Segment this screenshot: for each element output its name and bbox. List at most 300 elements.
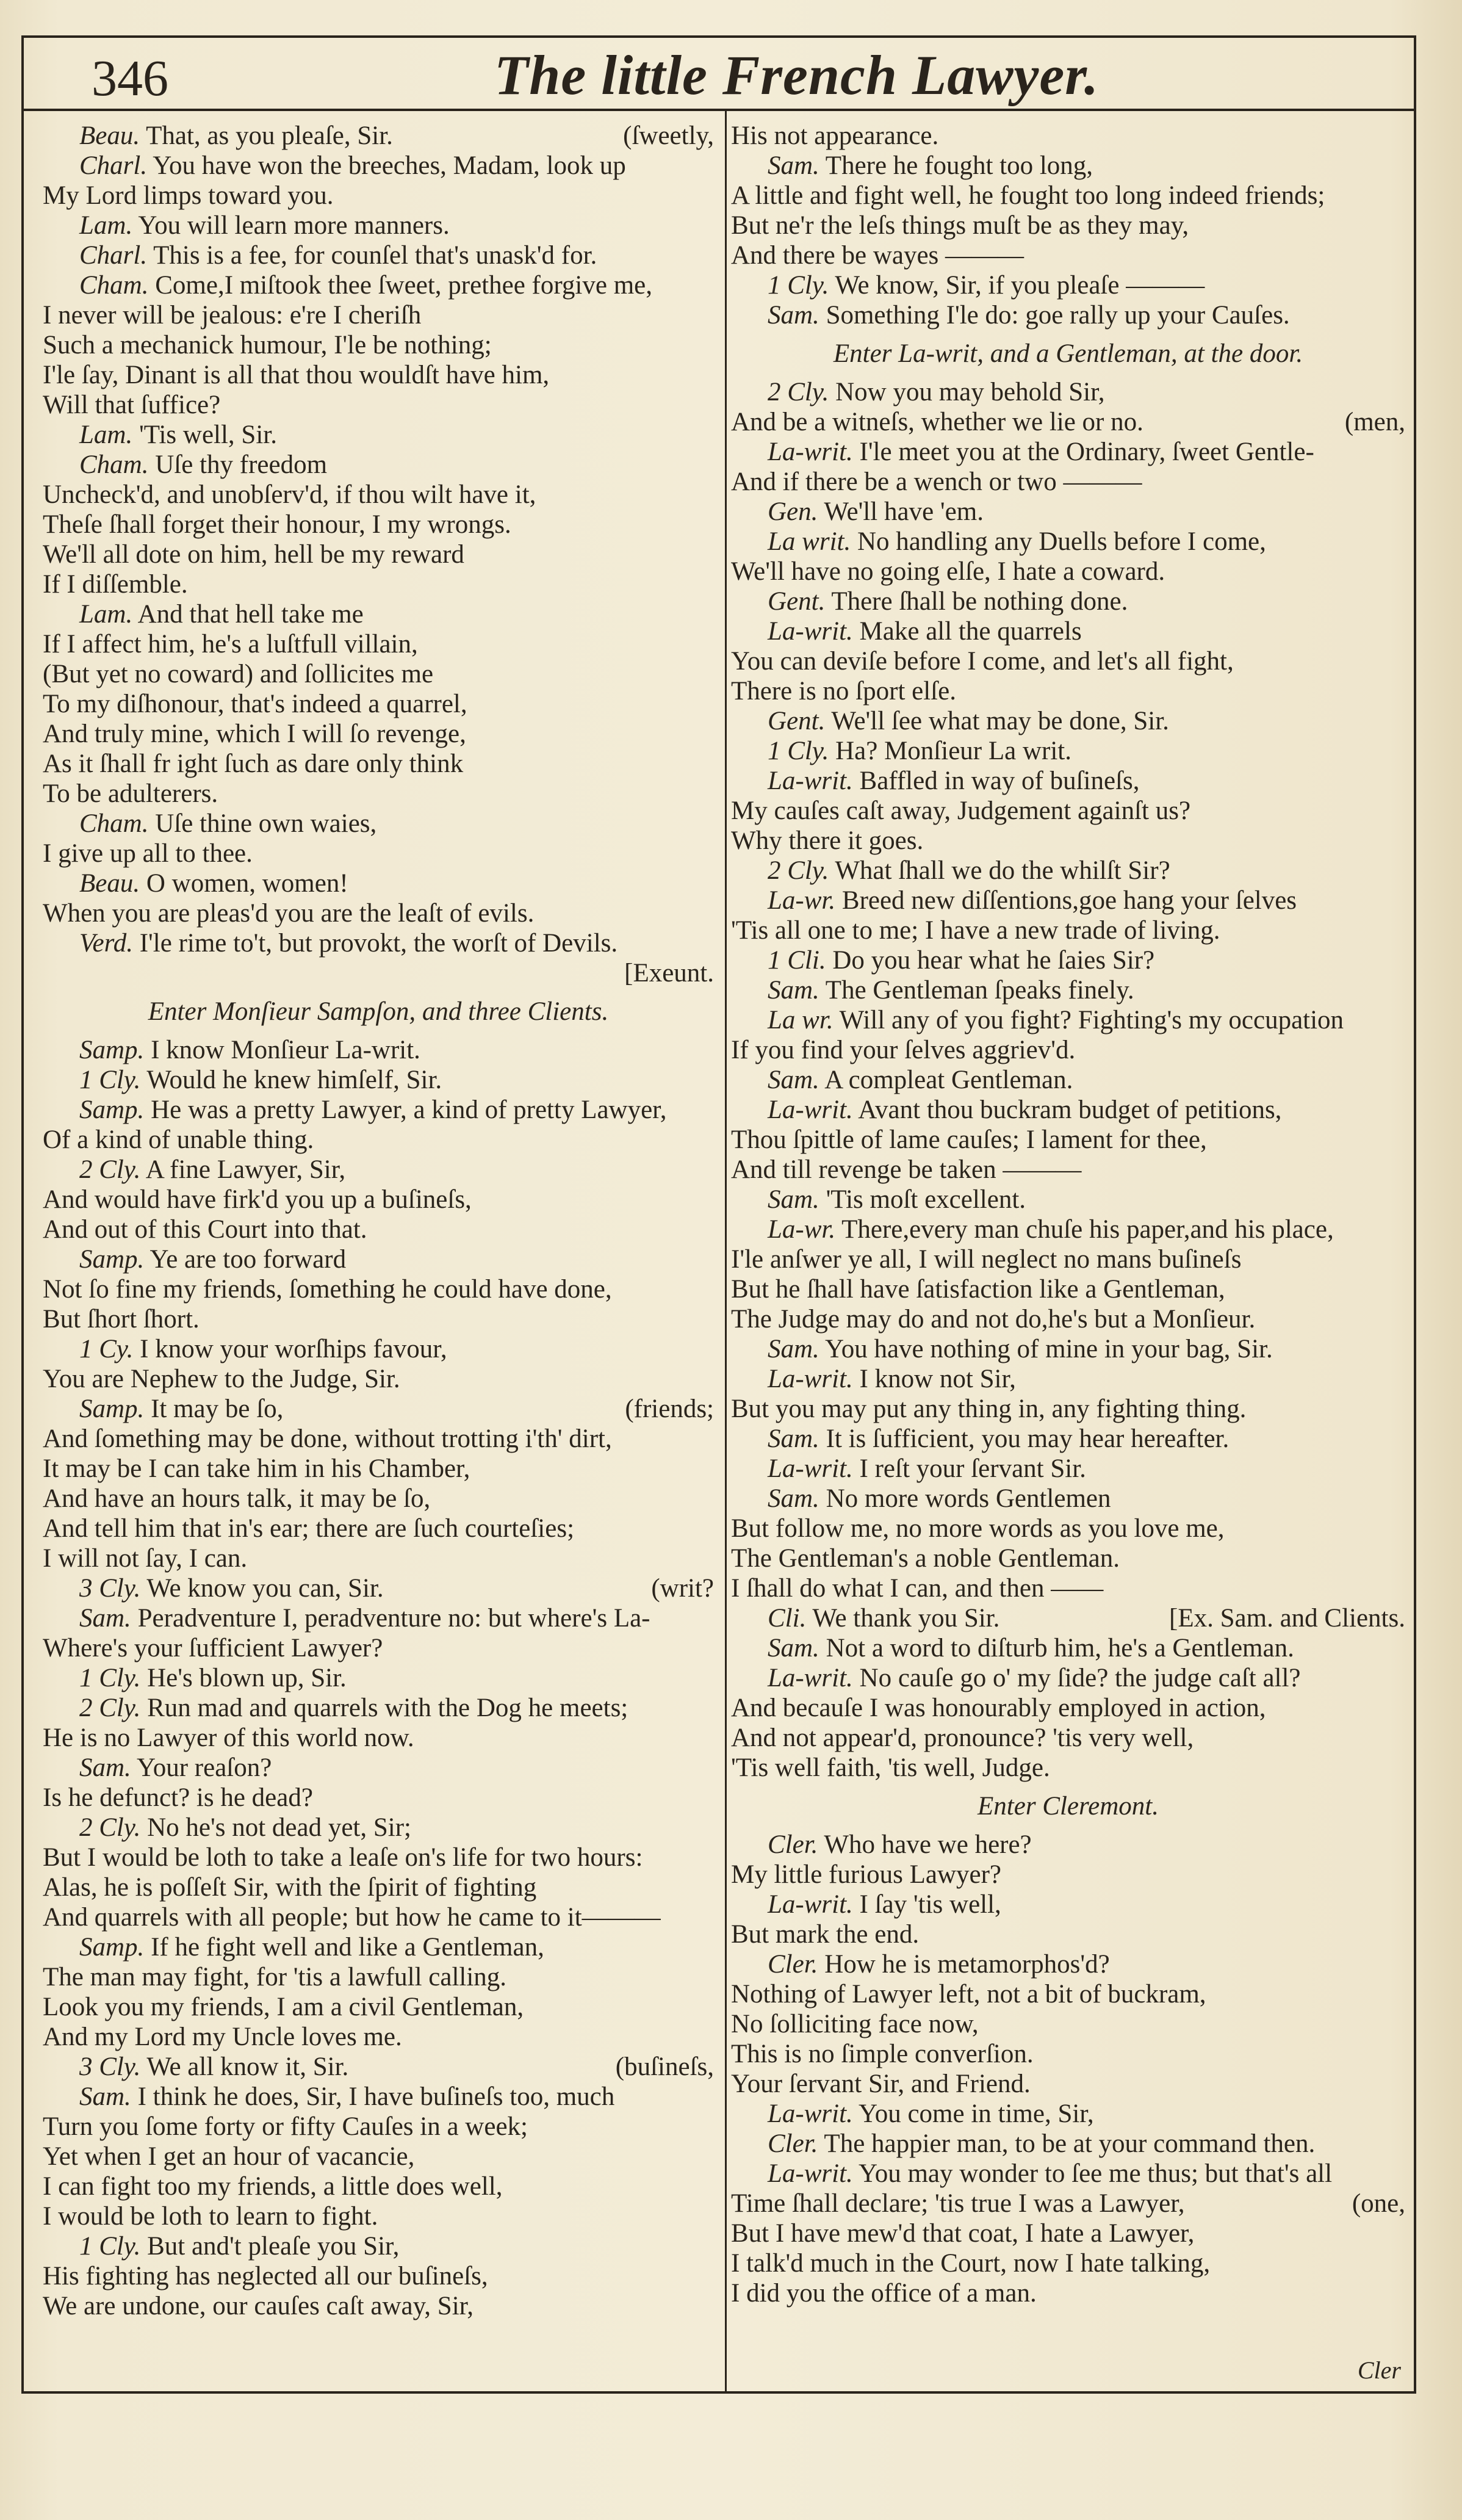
- line-text: And ſomething may be done, without trotting i'th' dirt,: [43, 1424, 612, 1453]
- speech-line: [43, 420, 714, 450]
- verse-line: [731, 1125, 1405, 1155]
- verse-line: [43, 1364, 714, 1394]
- line-text: O women, women!: [146, 869, 348, 898]
- verse-line: [731, 826, 1405, 856]
- speech-line: [43, 240, 714, 270]
- line-text: Come,I miſtook thee ſweet, prethee forgive me,: [155, 271, 652, 300]
- line-text: There he fought too long,: [825, 151, 1093, 180]
- verse-line: [43, 1514, 714, 1543]
- line-text: And truly mine, which I will ſo revenge,: [43, 720, 466, 748]
- verse-line: [731, 1155, 1405, 1185]
- verse-line: [731, 240, 1405, 270]
- line-text: He's blown up, Sir.: [147, 1664, 347, 1692]
- line-text: And till revenge be taken ———: [731, 1155, 1082, 1184]
- header-rule: [21, 109, 1416, 111]
- line-text: He was a pretty Lawyer, a kind of pretty Lawyer,: [151, 1096, 667, 1124]
- verse-line: [731, 2248, 1405, 2278]
- verse-line: [43, 2261, 714, 2291]
- speaker-name: La-writ.: [768, 1365, 853, 1393]
- line-text: No he's not dead yet, Sir;: [147, 1813, 411, 1842]
- line-text: I'le rime to't, but provokt, the worſt of Devils.: [139, 929, 618, 958]
- speaker-name: Lam.: [79, 421, 133, 449]
- line-turnover: (friends;: [625, 1395, 714, 1423]
- speaker-name: Samp.: [79, 1036, 145, 1064]
- line-text: The Judge may do and not do,he's but a Monſieur.: [731, 1305, 1256, 1334]
- speech-line: [43, 1095, 714, 1125]
- speech-line: [731, 270, 1405, 300]
- speaker-name: Samp.: [79, 1933, 145, 1962]
- line-text: And if there be a wench or two ———: [731, 468, 1142, 496]
- verse-line: [731, 557, 1405, 587]
- speech-line: [731, 1484, 1405, 1514]
- verse-line: [43, 839, 714, 868]
- speaker-name: La-writ.: [768, 617, 853, 646]
- speech-line: [731, 706, 1405, 736]
- verse-line: [43, 1304, 714, 1334]
- line-text: There,every man chuſe his paper,and his place,: [841, 1215, 1334, 1244]
- speaker-name: 1 Cly.: [79, 1664, 141, 1692]
- line-text: I would be loth to learn to fight.: [43, 2202, 378, 2231]
- line-text: Time ſhall declare; 'tis true I was a Lawyer,: [731, 2189, 1185, 2218]
- speech-line: [43, 1573, 714, 1603]
- line-text: His fighting has neglected all our buſineſs,: [43, 2262, 488, 2291]
- verse-line: [731, 467, 1405, 497]
- line-text: 'Tis well, Sir.: [139, 421, 277, 449]
- verse-line: [731, 2069, 1405, 2099]
- verse-line: [43, 1185, 714, 1215]
- line-text: We all know it, Sir.: [146, 2052, 349, 2081]
- speaker-name: La-writ.: [768, 767, 853, 795]
- speech-line: [731, 2099, 1405, 2129]
- verse-line: [731, 2219, 1405, 2248]
- speech-line: [731, 1633, 1405, 1663]
- verse-line: [731, 121, 1405, 151]
- verse-line: [731, 676, 1405, 706]
- line-text: But you may put any thing in, any fighting thing.: [731, 1395, 1247, 1423]
- speech-line: [731, 736, 1405, 766]
- verse-line: [731, 1394, 1405, 1424]
- line-text: No cauſe go o' my ſide? the judge caſt all?: [859, 1664, 1301, 1692]
- speech-line: [43, 1813, 714, 1843]
- verse-line: [731, 407, 1405, 437]
- speech-line: [731, 975, 1405, 1005]
- line-text: We thank you Sir.: [812, 1604, 1000, 1633]
- line-text: If you find your ſelves aggriev'd.: [731, 1036, 1076, 1064]
- speech-line: [731, 497, 1405, 527]
- speaker-name: Sam.: [768, 301, 819, 330]
- line-text: I know your worſhips favour,: [140, 1335, 447, 1363]
- line-text: There is no ſport elſe.: [731, 677, 956, 706]
- line-text: And that hell take me: [137, 600, 364, 629]
- line-turnover: (buſineſs,: [615, 2052, 714, 2081]
- verse-line: [43, 719, 714, 749]
- verse-line: [731, 1753, 1405, 1783]
- verse-line: [43, 540, 714, 569]
- speech-line: [43, 1693, 714, 1723]
- right-text-column: [731, 121, 1405, 2308]
- speech-line: [43, 270, 714, 300]
- speaker-name: La-wr.: [768, 1215, 836, 1244]
- verse-line: [43, 300, 714, 330]
- line-text: No more words Gentlemen: [826, 1484, 1111, 1513]
- speaker-name: La-writ.: [768, 1454, 853, 1483]
- speaker-name: La-writ.: [768, 1664, 853, 1692]
- line-text: You come in time, Sir,: [858, 2099, 1094, 2128]
- line-text: A little and fight well, he fought too long indeed friends;: [731, 181, 1325, 210]
- line-turnover: (men,: [1344, 408, 1405, 436]
- line-text: But I have mew'd that coat, I hate a Lawyer,: [731, 2219, 1195, 2248]
- verse-line: [43, 1274, 714, 1304]
- line-text: A compleat Gentleman.: [824, 1066, 1073, 1094]
- line-text: It is ſufficient, you may hear hereafter.: [826, 1424, 1230, 1453]
- left-text-column: [43, 121, 714, 2321]
- verse-line: [43, 1723, 714, 1753]
- speaker-name: Samp.: [79, 1245, 145, 1274]
- line-text: Your reaſon?: [136, 1753, 272, 1782]
- line-text: Why there it goes.: [731, 826, 924, 855]
- line-text: And my Lord my Uncle loves me.: [43, 2023, 402, 2051]
- line-turnover: (writ?: [651, 1574, 714, 1603]
- speaker-name: 1 Cy.: [79, 1335, 134, 1363]
- speech-line: [731, 527, 1405, 557]
- speech-line: [43, 1394, 714, 1424]
- line-text: I'le meet you at the Ordinary, ſweet Gentle-: [859, 438, 1314, 466]
- speech-line: [43, 1663, 714, 1693]
- verse-line: [731, 1304, 1405, 1334]
- speech-line: [43, 1035, 714, 1065]
- line-text: I never will be jealous: e're I cheriſh: [43, 301, 422, 330]
- speech-line: [731, 377, 1405, 407]
- line-text: Alas, he is poſſeſt Sir, with the ſpirit of fighting: [43, 1873, 537, 1902]
- line-text: When you are pleas'd you are the leaſt of evils.: [43, 899, 535, 928]
- line-text: And have an hours talk, it may be ſo,: [43, 1484, 431, 1513]
- speaker-name: 2 Cly.: [79, 1155, 141, 1184]
- line-text: We'll all dote on him, hell be my reward: [43, 540, 464, 569]
- line-text: 'Tis all one to me; I have a new trade of living.: [731, 916, 1220, 945]
- line-text: Who have we here?: [824, 1830, 1032, 1859]
- line-text: If I diſſemble.: [43, 570, 188, 599]
- verse-line: [731, 915, 1405, 945]
- line-text: I can fight too my friends, a little does well,: [43, 2172, 503, 2201]
- verse-line: [43, 749, 714, 779]
- verse-line: [43, 779, 714, 809]
- speech-line: [43, 211, 714, 240]
- line-text: Thou ſpittle of lame cauſes; I lament for thee,: [731, 1125, 1207, 1154]
- verse-line: [731, 1860, 1405, 1890]
- verse-line: [731, 1979, 1405, 2009]
- line-text: That, as you pleaſe, Sir.: [146, 121, 393, 150]
- line-text: Not a word to diſturb him, he's a Gentleman.: [826, 1634, 1294, 1663]
- line-text: If I affect him, he's a luſtfull villain,: [43, 630, 418, 659]
- line-text: I give up all to thee.: [43, 839, 253, 868]
- speaker-name: Sam.: [768, 151, 819, 180]
- line-text: I think he does, Sir, I have buſineſs too, much: [137, 2082, 615, 2111]
- line-text: Would he knew himſelf, Sir.: [146, 1066, 442, 1094]
- line-text: I reſt your ſervant Sir.: [859, 1454, 1086, 1483]
- verse-line: [43, 629, 714, 659]
- line-text: Avant thou buckram budget of petitions,: [858, 1096, 1282, 1124]
- speech-line: [731, 856, 1405, 886]
- verse-line: [43, 1962, 714, 1992]
- speaker-name: La-writ.: [768, 1890, 853, 1919]
- line-text: But mark the end.: [731, 1920, 920, 1949]
- speaker-name: Cham.: [79, 809, 149, 838]
- line-text: Theſe ſhall forget their honour, I my wrongs.: [43, 510, 511, 539]
- line-text: We know you can, Sir.: [146, 1574, 384, 1603]
- line-text: But ſhort ſhort.: [43, 1305, 200, 1334]
- running-title: The little French Lawyer.: [494, 44, 1099, 106]
- speech-line: [43, 599, 714, 629]
- line-text: Run mad and quarrels with the Dog he meets;: [147, 1694, 628, 1722]
- verse-line: [731, 1543, 1405, 1573]
- line-text: And tell him that in's ear; there are ſuch courteſies;: [43, 1514, 575, 1543]
- line-text: He is no Lawyer of this world now.: [43, 1724, 414, 1752]
- speech-line: [731, 1364, 1405, 1394]
- stage-direction: Enter Monſieur Sampſon, and three Clients.: [148, 997, 609, 1026]
- speaker-name: Cler.: [768, 2129, 818, 2158]
- speech-line: [43, 121, 714, 151]
- line-text: And there be wayes ———: [731, 241, 1024, 270]
- line-text: I ſay 'tis well,: [859, 1890, 1001, 1919]
- speech-line: [731, 1949, 1405, 1979]
- page-number: 346: [92, 50, 168, 107]
- line-text: I talk'd much in the Court, now I hate talking,: [731, 2249, 1211, 2278]
- line-text: No handling any Duells before I come,: [857, 527, 1266, 556]
- speech-line: [731, 616, 1405, 646]
- speech-line: [43, 1603, 714, 1633]
- verse-line: [731, 1919, 1405, 1949]
- line-text: As it ſhall fr ight ſuch as dare only think: [43, 749, 464, 778]
- speech-line: [43, 1753, 714, 1783]
- speech-line: [731, 300, 1405, 330]
- line-text: Make all the quarrels: [859, 617, 1082, 646]
- speaker-name: Sam.: [768, 1484, 819, 1513]
- speaker-name: 3 Cly.: [79, 2052, 141, 2081]
- speaker-name: Gent.: [768, 707, 826, 735]
- speaker-name: Charl.: [79, 241, 148, 270]
- verse-line: [731, 646, 1405, 676]
- speaker-name: 2 Cly.: [79, 1813, 141, 1842]
- verse-line: [731, 1573, 1405, 1603]
- verse-line: [731, 796, 1405, 826]
- verse-line: [43, 689, 714, 719]
- line-text: I did you the office of a man.: [731, 2279, 1037, 2308]
- speaker-name: Sam.: [768, 1634, 819, 1663]
- line-text: You may wonder to ſee me thus; but that's all: [858, 2159, 1333, 2188]
- speech-line: [731, 151, 1405, 181]
- line-text: Something I'le do: goe rally up your Cauſes.: [826, 301, 1290, 330]
- speaker-name: Sam.: [768, 1185, 819, 1214]
- line-text: Breed new diſſentions,goe hang your ſelves: [841, 886, 1297, 915]
- speech-line: [43, 151, 714, 181]
- speaker-name: Sam.: [79, 1753, 131, 1782]
- speech-line: [731, 766, 1405, 796]
- speech-line: [731, 1890, 1405, 1919]
- speech-line: [43, 1155, 714, 1185]
- speaker-name: Charl.: [79, 151, 148, 180]
- verse-line: [43, 659, 714, 689]
- verse-line: [731, 181, 1405, 211]
- verse-line: [731, 1244, 1405, 1274]
- verse-line: [731, 1035, 1405, 1065]
- verse-line: [43, 2112, 714, 2142]
- line-text: There ſhall be nothing done.: [831, 587, 1128, 616]
- line-text: We'll ſee what may be done, Sir.: [831, 707, 1169, 735]
- verse-line: [43, 181, 714, 211]
- line-text: And out of this Court into that.: [43, 1215, 367, 1244]
- speech-line: [731, 587, 1405, 616]
- verse-line: [731, 1274, 1405, 1304]
- verse-line: [43, 1633, 714, 1663]
- speaker-name: Sam.: [768, 1335, 819, 1363]
- line-text: You are Nephew to the Judge, Sir.: [43, 1365, 400, 1393]
- verse-line: [43, 1543, 714, 1573]
- speaker-name: La-writ.: [768, 1096, 853, 1124]
- line-text: You have nothing of mine in your bag, Sir.: [824, 1335, 1273, 1363]
- speaker-name: Samp.: [79, 1395, 145, 1423]
- line-text: 'Tis moſt excellent.: [826, 1185, 1026, 1214]
- line-text: We are undone, our cauſes caſt away, Sir,: [43, 2292, 474, 2320]
- verse-line: [43, 480, 714, 510]
- line-turnover: [Exeunt.: [624, 959, 714, 987]
- verse-line: [731, 1693, 1405, 1723]
- line-text: I'le anſwer ye all, I will neglect no mans buſineſs: [731, 1245, 1242, 1274]
- speaker-name: 1 Cly.: [79, 2232, 141, 2261]
- line-text: Ye are too forward: [149, 1245, 347, 1274]
- speaker-name: 1 Cli.: [768, 946, 826, 975]
- speaker-name: Cham.: [79, 450, 149, 479]
- line-text: My cauſes caſt away, Judgement againſt us?: [731, 796, 1191, 825]
- verse-line: [731, 1514, 1405, 1543]
- line-text: Baffled in way of buſineſs,: [859, 767, 1140, 795]
- line-text: You have won the breeches, Madam, look up: [153, 151, 626, 180]
- speech-line: [731, 2129, 1405, 2159]
- line-text: This is a fee, for counſel that's unask'd for.: [153, 241, 597, 270]
- speaker-name: Gen.: [768, 497, 818, 526]
- line-text: Ha? Monſieur La writ.: [835, 737, 1071, 765]
- speaker-name: Sam.: [79, 1604, 131, 1633]
- verse-line: [43, 2201, 714, 2231]
- verse-line: [43, 390, 714, 420]
- line-text: But ne'r the leſs things muſt be as they may,: [731, 211, 1189, 240]
- verse-line: [43, 1125, 714, 1155]
- speaker-name: Verd.: [79, 929, 133, 958]
- left-border-rule: [21, 35, 24, 2391]
- speech-line: [731, 1663, 1405, 1693]
- speech-line: [731, 1603, 1405, 1633]
- verse-line: [43, 510, 714, 540]
- speaker-name: Beau.: [79, 869, 140, 898]
- line-text: Uncheck'd, and unobſerv'd, if thou wilt have it,: [43, 480, 536, 509]
- verse-line: [731, 2009, 1405, 2039]
- verse-line: [43, 1454, 714, 1484]
- verse-line: [43, 1872, 714, 1902]
- speaker-name: Sam.: [768, 1066, 819, 1094]
- speech-line: [43, 2052, 714, 2082]
- speech-line: [731, 1185, 1405, 1215]
- line-text: I will not ſay, I can.: [43, 1544, 248, 1573]
- line-text: To be adulterers.: [43, 779, 218, 808]
- line-text: Uſe thine own waies,: [155, 809, 377, 838]
- speaker-name: 3 Cly.: [79, 1574, 141, 1603]
- verse-line: [43, 2172, 714, 2201]
- speaker-name: Cler.: [768, 1950, 818, 1979]
- verse-line: [731, 2278, 1405, 2308]
- line-text: And becauſe I was honourably employed in action,: [731, 1694, 1266, 1722]
- verse-line: [731, 2039, 1405, 2069]
- speech-line: [731, 1095, 1405, 1125]
- speech-line: [731, 2159, 1405, 2189]
- line-text: You can deviſe before I come, and let's all fight,: [731, 647, 1234, 676]
- speech-line: [731, 1830, 1405, 1860]
- speech-line: [43, 1065, 714, 1095]
- verse-line: [731, 211, 1405, 240]
- line-text: You will learn more manners.: [138, 211, 450, 240]
- verse-line: [43, 1902, 714, 1932]
- line-text: I ſhall do what I can, and then ——: [731, 1574, 1104, 1603]
- speaker-name: Beau.: [79, 121, 140, 150]
- line-text: The man may fight, for 'tis a lawfull calling.: [43, 1963, 507, 1991]
- speaker-name: Lam.: [79, 211, 133, 240]
- column-divider: [725, 110, 727, 2391]
- line-text: Your ſervant Sir, and Friend.: [731, 2070, 1031, 2098]
- verse-line: [43, 360, 714, 390]
- speech-line: [43, 868, 714, 898]
- verse-line: [43, 1783, 714, 1813]
- line-text: How he is metamorphos'd?: [824, 1950, 1110, 1979]
- top-border-rule: [21, 35, 1416, 38]
- line-text: And be a witneſs, whether we lie or no.: [731, 408, 1143, 436]
- speech-line: [43, 809, 714, 839]
- line-text: Peradventure I, peradventure no: but where's La-: [137, 1604, 650, 1633]
- speaker-name: Sam.: [79, 2082, 131, 2111]
- speech-line: [731, 1065, 1405, 1095]
- speaker-name: 2 Cly.: [79, 1694, 141, 1722]
- speaker-name: Cler.: [768, 1830, 818, 1859]
- speaker-name: 1 Cly.: [768, 737, 829, 765]
- line-text: Will any of you fight? Fighting's my occupation: [839, 1006, 1344, 1034]
- line-text: It may be ſo,: [151, 1395, 284, 1423]
- speech-line: [731, 1424, 1405, 1454]
- speaker-name: Sam.: [768, 976, 819, 1005]
- speaker-name: 1 Cly.: [79, 1066, 141, 1094]
- line-text: It may be I can take him in his Chamber,: [43, 1454, 470, 1483]
- verse-line: [43, 569, 714, 599]
- line-text: Now you may behold Sir,: [835, 378, 1105, 406]
- line-text: 'Tis well faith, 'tis well, Judge.: [731, 1753, 1050, 1782]
- speech-line: [731, 1215, 1405, 1244]
- speaker-name: 2 Cly.: [768, 378, 829, 406]
- line-turnover: (one,: [1352, 2189, 1405, 2218]
- speech-line: [43, 2231, 714, 2261]
- line-text: And quarrels with all people; but how he came to it———: [43, 1903, 661, 1932]
- right-border-rule: [1414, 35, 1416, 2391]
- stage-direction: Enter La-writ, and a Gentleman, at the door.: [833, 339, 1303, 368]
- verse-line: [731, 1723, 1405, 1753]
- speaker-name: La-writ.: [768, 2159, 853, 2188]
- speech-line: [43, 450, 714, 480]
- line-text: But follow me, no more words as you love me,: [731, 1514, 1225, 1543]
- line-text: No ſolliciting face now,: [731, 2010, 979, 2038]
- speech-line: [731, 945, 1405, 975]
- verse-line: [43, 2022, 714, 2052]
- speaker-name: La wr.: [768, 1006, 834, 1034]
- verse-line: [43, 898, 714, 928]
- line-text: Turn you ſome forty or fifty Cauſes in a week;: [43, 2112, 528, 2141]
- line-text: I know Monſieur La-writ.: [151, 1036, 420, 1064]
- line-text: Where's your ſufficient Lawyer?: [43, 1634, 383, 1663]
- line-text: We'll have no going elſe, I hate a coward.: [731, 557, 1165, 586]
